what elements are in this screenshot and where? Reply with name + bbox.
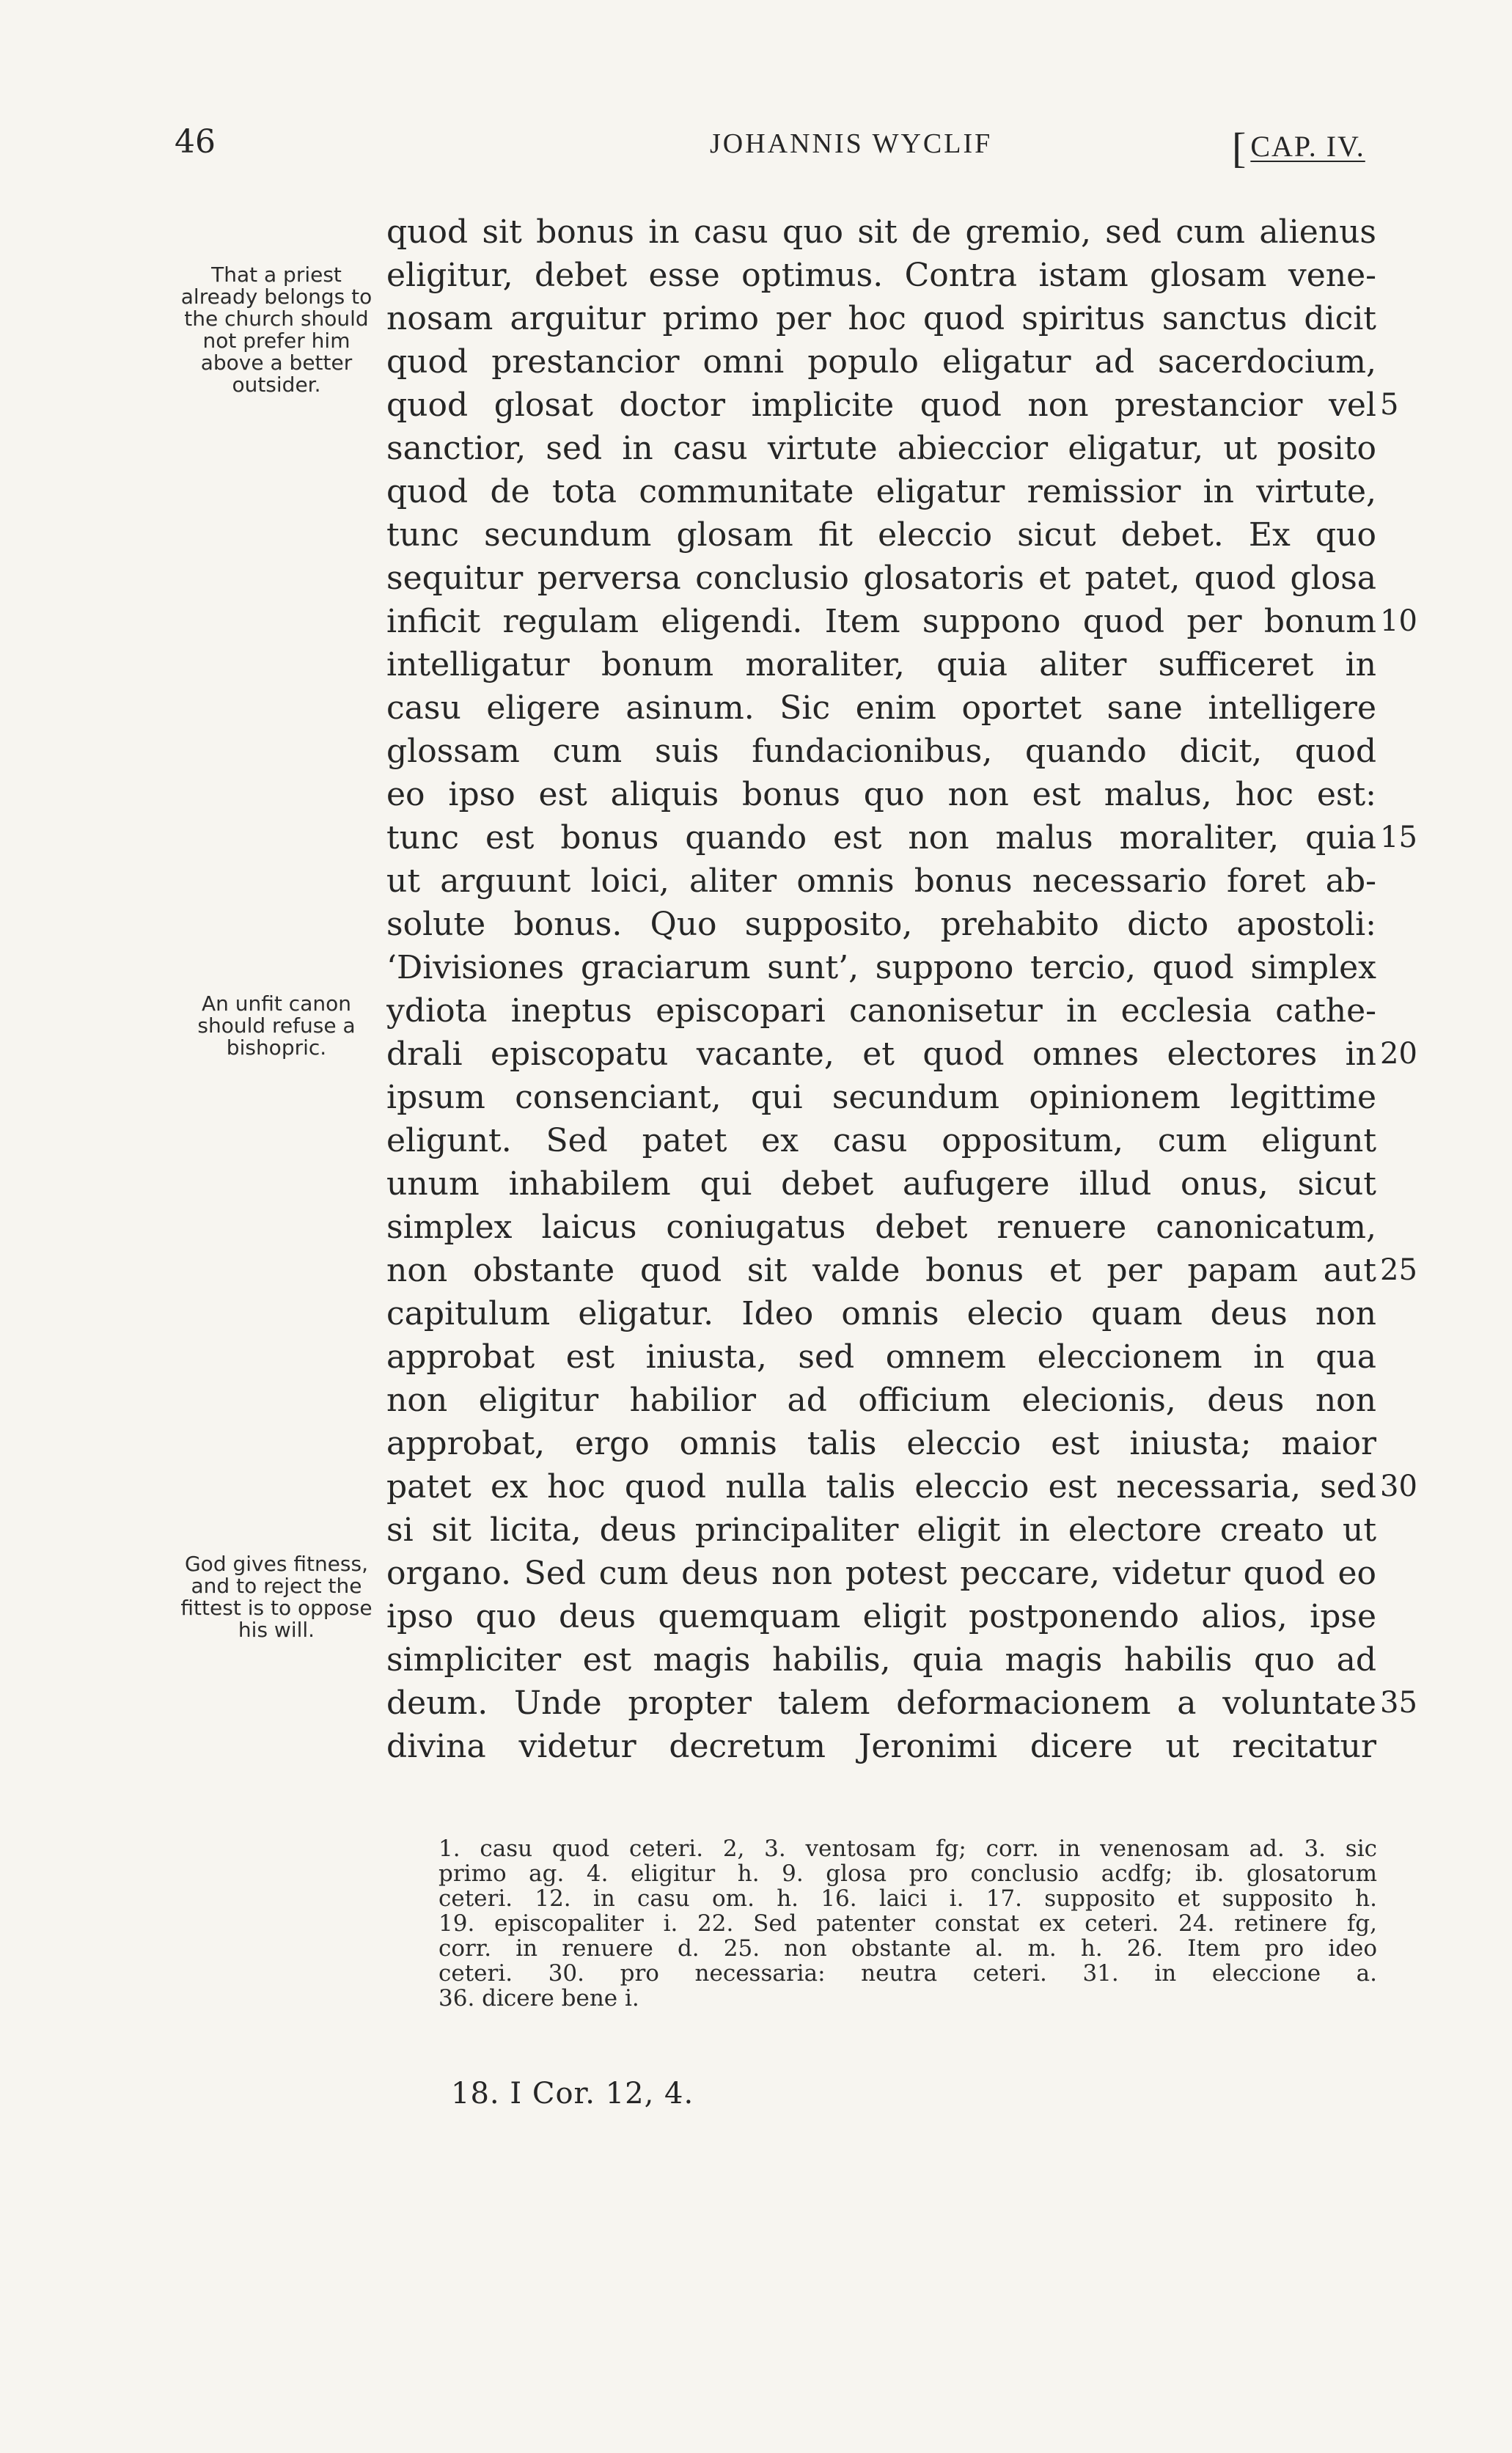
line-text: non eligitur habilior ad officium elecionis, deus non: [386, 1382, 1376, 1419]
text-line: [386, 513, 1376, 557]
line-text: nosam arguitur primo per hoc quod spiritus sanctus dicit: [386, 300, 1376, 337]
line-text: quod prestancior omni populo eligatur ad sacerdocium,: [386, 343, 1376, 381]
text-line: [386, 210, 1376, 254]
line-number: 5: [1380, 388, 1399, 422]
chapter-label: [1232, 123, 1365, 172]
line-text: simpliciter est magis habilis, quia magis habilis quo ad: [386, 1641, 1376, 1679]
line-text: drali episcopatu vacante, et quod omnes electores in: [386, 1035, 1376, 1073]
text-line: [386, 1292, 1376, 1335]
text-line: [386, 1379, 1376, 1422]
running-title: JOHANNIS WYCLIF: [710, 128, 993, 159]
text-line: [386, 1076, 1376, 1119]
line-text: eligunt. Sed patet ex casu oppositum, cum eligunt: [386, 1122, 1376, 1159]
text-line: [386, 427, 1376, 470]
text-line: [386, 557, 1376, 600]
line-text: tunc secundum glosam fit eleccio sicut debet. Ex quo: [386, 516, 1376, 554]
line-text: casu eligere asinum. Sic enim oportet sane intelligere: [386, 689, 1376, 727]
line-text: approbat est iniusta, sed omnem eleccionem in qua: [386, 1338, 1376, 1376]
line-number: 15: [1380, 821, 1417, 854]
line-text: sequitur perversa conclusio glosatoris et patet, quod glosa: [386, 560, 1376, 597]
footnote-line: 36. dicere bene i.: [438, 1985, 639, 2012]
text-line: [386, 600, 1417, 643]
text-line: [386, 1595, 1376, 1638]
text-line: [386, 1206, 1376, 1249]
line-text: solute bonus. Quo supposito, prehabito dicto apostoli:: [386, 906, 1376, 943]
text-line: [386, 643, 1376, 686]
line-text: quod glosat doctor implicite quod non prestancior vel: [386, 386, 1376, 424]
line-text: non obstante quod sit valde bonus et per papam aut: [386, 1252, 1376, 1289]
line-text: unum inhabilem qui debet aufugere illud onus, sicut: [386, 1165, 1376, 1203]
line-text: intelligatur bonum moraliter, quia aliter sufficeret in: [386, 646, 1376, 683]
text-line: [386, 1249, 1417, 1292]
text-line: [386, 816, 1417, 859]
line-number: 10: [1380, 604, 1417, 638]
text-line: [386, 1162, 1376, 1206]
line-number: 25: [1380, 1253, 1417, 1287]
critical-apparatus: [438, 1836, 1377, 2011]
line-text: patet ex hoc quod nulla talis eleccio est necessaria, sed: [386, 1468, 1376, 1506]
text-line: [386, 1422, 1376, 1465]
bracket-glyph: [: [1232, 124, 1248, 172]
line-text: capitulum eligatur. Ideo omnis elecio quam deus non: [386, 1295, 1376, 1332]
text-line: [386, 946, 1376, 989]
text-line: [386, 254, 1376, 297]
footnote-line: ceteri. 12. in casu om. h. 16. laici i. 17. supposito et supposito h.: [438, 1885, 1377, 1912]
footnote-line: corr. in renuere d. 25. non obstante al. m. h. 26. Item pro ideo: [438, 1935, 1377, 1962]
text-line: [386, 989, 1376, 1033]
text-line: [386, 384, 1399, 427]
main-text: [386, 210, 1417, 1768]
line-text: approbat, ergo omnis talis eleccio est iniusta; maior: [386, 1425, 1376, 1462]
sidenote-god: God gives fitness, and to reject the fittest is to oppose his will.: [180, 1552, 373, 1642]
sidenote-priest: That a priest already belongs to the church should not prefer him above a better outsider.: [180, 263, 373, 397]
sidenote-canon: An unfit canon should refuse a bishopric.: [197, 991, 356, 1060]
line-text: inficit regulam eligendi. Item suppono quod per bonum: [386, 603, 1376, 640]
text-line: [386, 1465, 1417, 1508]
text-line: [386, 686, 1376, 730]
chapter-text: CAP. IV.: [1250, 130, 1365, 163]
running-header: [0, 123, 1512, 172]
page-number: 46: [175, 123, 216, 161]
line-number: 30: [1380, 1470, 1417, 1503]
line-text: ut arguunt loici, aliter omnis bonus necessario foret ab-: [386, 862, 1376, 900]
line-text: quod sit bonus in casu quo sit de gremio, sed cum alienus: [386, 213, 1376, 251]
line-text: si sit licita, deus principaliter eligit in electore creato ut: [386, 1511, 1376, 1549]
text-line: [386, 1552, 1376, 1595]
line-text: organo. Sed cum deus non potest peccare, videtur quod eo: [386, 1555, 1376, 1592]
text-line: [386, 1638, 1376, 1682]
text-line: [386, 1119, 1376, 1162]
text-line: [386, 1725, 1376, 1768]
text-line: [386, 1335, 1376, 1379]
text-line: [386, 730, 1376, 773]
line-text: eligitur, debet esse optimus. Contra istam glosam vene-: [386, 257, 1376, 294]
line-text: simplex laicus coniugatus debet renuere canonicatum,: [386, 1209, 1376, 1246]
line-text: quod de tota communitate eligatur remissior in virtute,: [386, 473, 1376, 510]
line-text: ydiota ineptus episcopari canonisetur in ecclesia cathe-: [386, 992, 1376, 1030]
line-text: eo ipso est aliquis bonus quo non est malus, hoc est:: [386, 776, 1376, 813]
text-line: [386, 1682, 1417, 1725]
text-line: [386, 1033, 1417, 1076]
text-line: [386, 773, 1376, 816]
line-number: 20: [1380, 1037, 1417, 1071]
line-text: sanctior, sed in casu virtute abieccior eligatur, ut posito: [386, 430, 1376, 467]
line-text: deum. Unde propter talem deformacionem a voluntate: [386, 1684, 1376, 1722]
line-text: ipsum consenciant, qui secundum opinionem legittime: [386, 1079, 1376, 1116]
footnote-line: 1. casu quod ceteri. 2, 3. ventosam fg; corr. in venenosam ad. 3. sic: [438, 1836, 1377, 1862]
text-line: [386, 470, 1376, 513]
text-line: [386, 297, 1376, 340]
line-number: 35: [1380, 1686, 1417, 1720]
line-text: ipso quo deus quemquam eligit postponendo alios, ipse: [386, 1598, 1376, 1635]
footnote-line: 19. episcopaliter i. 22. Sed patenter constat ex ceteri. 24. retinere fg,: [438, 1910, 1377, 1937]
line-text: ‘Divisiones graciarum sunt’, suppono tercio, quod simplex: [386, 949, 1376, 986]
scripture-reference: 18. I Cor. 12, 4.: [451, 2077, 694, 2111]
line-text: divina videtur decretum Jeronimi dicere ut recitatur: [386, 1728, 1376, 1765]
text-line: [386, 340, 1376, 384]
line-text: glossam cum suis fundacionibus, quando dicit, quod: [386, 733, 1376, 770]
footnote-line: primo ag. 4. eligitur h. 9. glosa pro conclusio acdfg; ib. glosatorum: [438, 1860, 1377, 1887]
line-text: tunc est bonus quando est non malus moraliter, quia: [386, 819, 1376, 857]
text-line: [386, 1508, 1376, 1552]
text-line: [386, 903, 1376, 946]
footnote-line: ceteri. 30. pro necessaria: neutra ceteri. 31. in eleccione a.: [438, 1960, 1377, 1987]
text-line: [386, 859, 1376, 903]
